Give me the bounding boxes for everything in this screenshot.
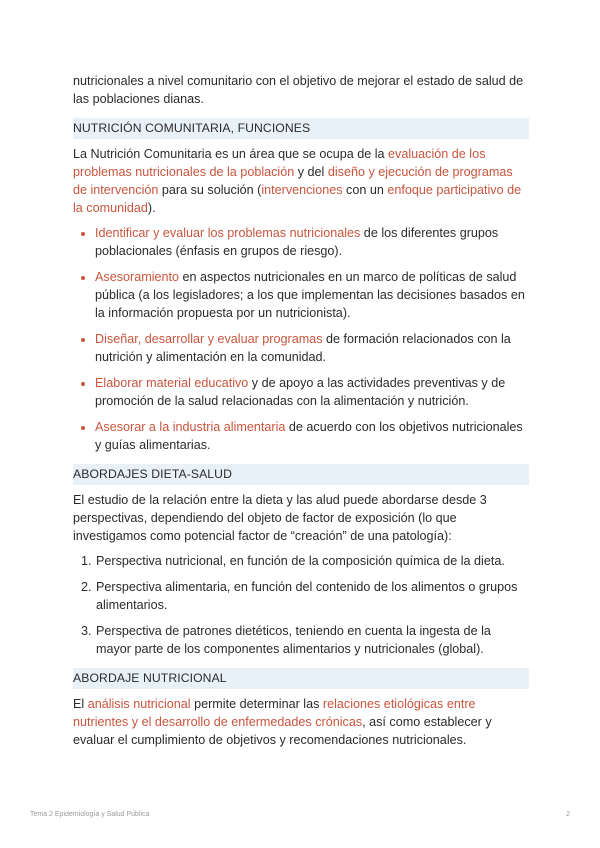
text-span: permite determinar las bbox=[190, 697, 323, 711]
list-item bbox=[95, 224, 529, 260]
highlight-span: Diseñar, desarrollar y evaluar programas bbox=[95, 332, 323, 346]
section3-paragraph bbox=[73, 695, 529, 749]
document-body bbox=[73, 72, 529, 749]
page-number: 2 bbox=[566, 811, 570, 818]
text-span: y de apoyo a las actividades preventivas y de promoción de la salud relacionadas con la alimentación y nutrición. bbox=[95, 376, 506, 408]
text-span: de los diferentes grupos poblacionales (énfasis en grupos de riesgo). bbox=[95, 226, 499, 258]
list-item: 1. Perspectiva nutricional, en función de la composición química de la dieta. bbox=[95, 552, 529, 570]
text-span: El bbox=[73, 697, 88, 711]
text-span: de acuerdo con los objetivos nutricionales y guías alimentarias. bbox=[95, 420, 523, 452]
list-item bbox=[95, 374, 529, 410]
section-heading-abordajes-dieta-salud: ABORDAJES DIETA-SALUD bbox=[73, 464, 529, 485]
section-heading-abordaje-nutricional: ABORDAJE NUTRICIONAL bbox=[73, 668, 529, 689]
highlight-span: Elaborar material educativo bbox=[95, 376, 249, 390]
text-span: , así como establecer y evaluar el cumplimiento de objetivos y recomendaciones nutricionales. bbox=[73, 715, 492, 747]
footer-title: Tema 2 Epidemiología y Salud Pública bbox=[30, 811, 150, 818]
section2-paragraph: El estudio de la relación entre la dieta y las alud puede abordarse desde 3 perspectivas, dependiendo del objeto de factor de exposición (lo que investigamos como potencial factor de “creación” de una patología): bbox=[73, 493, 487, 543]
list-item bbox=[95, 418, 529, 454]
section-heading-nutricion-comunitaria: NUTRICIÓN COMUNITARIA, FUNCIONES bbox=[73, 118, 529, 139]
highlight-span: Asesorar a la industria alimentaria bbox=[95, 420, 286, 434]
intro-paragraph: nutricionales a nivel comunitario con el objetivo de mejorar el estado de salud de las poblaciones dianas. bbox=[73, 74, 524, 106]
highlight-span: diseño y ejecución de programas de intervención bbox=[73, 165, 513, 197]
highlight-span: intervenciones bbox=[261, 183, 343, 197]
highlight-span: análisis nutricional bbox=[87, 697, 191, 711]
text-span: con un bbox=[342, 183, 388, 197]
highlight-span: enfoque participativo de la comunidad bbox=[73, 183, 522, 215]
list-item: 3. Perspectiva de patrones dietéticos, teniendo en cuenta la ingesta de la mayor parte de los componentes alimentarios y nutricionales (global). bbox=[95, 622, 529, 658]
text-span: ). bbox=[147, 201, 156, 215]
text-span: de formación relacionados con la nutrición y alimentación en la comunidad. bbox=[95, 332, 511, 364]
perspectives-list bbox=[73, 552, 529, 658]
page-footer bbox=[30, 811, 570, 818]
text-span: y del bbox=[294, 165, 328, 179]
highlight-span: Asesoramiento bbox=[95, 270, 179, 284]
section1-paragraph bbox=[73, 145, 529, 217]
functions-list bbox=[73, 224, 529, 454]
list-item bbox=[95, 268, 529, 322]
text-span: para su solución ( bbox=[158, 183, 262, 197]
highlight-span: relaciones etiológicas entre nutrientes y el desarrollo de enfermedades crónicas bbox=[73, 697, 476, 729]
text-span: en aspectos nutricionales en un marco de políticas de salud pública (a los legisladores; a los que implementan las decisiones basados en la información propuesta por un nutricionista). bbox=[95, 270, 525, 320]
text-span: La Nutrición Comunitaria es un área que se ocupa de la bbox=[73, 147, 389, 161]
highlight-span: evaluación de los problemas nutricionales de la población bbox=[73, 147, 486, 179]
highlight-span: Identificar y evaluar los problemas nutricionales bbox=[95, 226, 361, 240]
list-item bbox=[95, 330, 529, 366]
list-item: 2. Perspectiva alimentaria, en función del contenido de los alimentos o grupos alimentarios. bbox=[95, 578, 529, 614]
